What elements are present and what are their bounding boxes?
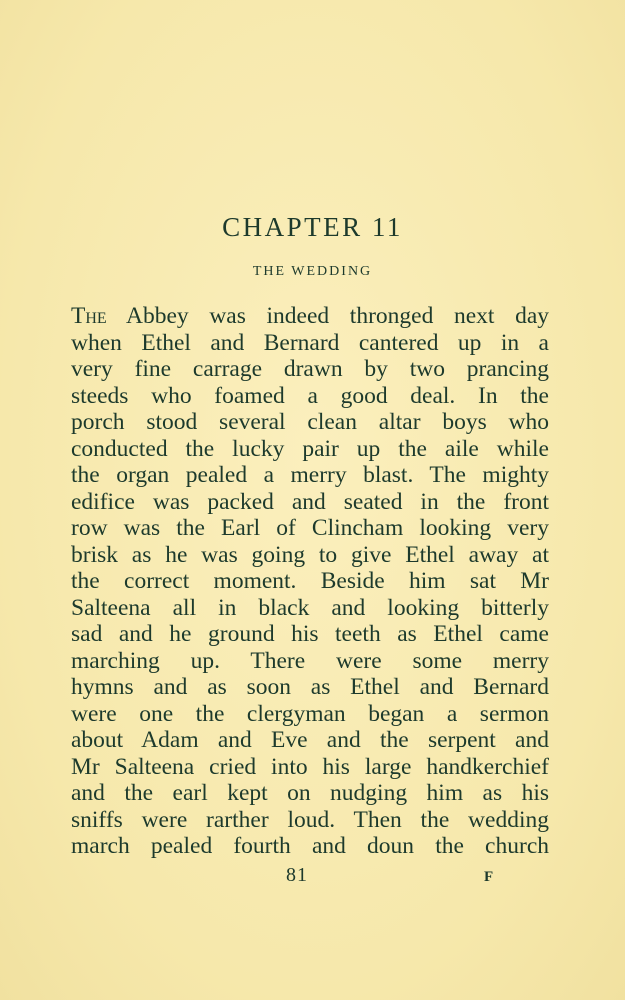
text-line: when Ethel and Bernard cantered up in a bbox=[71, 329, 549, 356]
text-line: hymns and as soon as Ethel and Bernard bbox=[71, 674, 549, 700]
text-line bbox=[71, 303, 549, 330]
text-line: edifice was packed and seated in the front bbox=[71, 488, 549, 515]
text-line: the organ pealed a merry blast. The mighty bbox=[71, 462, 549, 488]
text-line: sad and he ground his teeth as Ethel came bbox=[71, 621, 549, 647]
page-number: 81 bbox=[286, 864, 308, 886]
line-text: Abbey was indeed thronged next day bbox=[106, 303, 549, 329]
text-line: sniffs were rarther loud. Then the wedding bbox=[71, 806, 549, 833]
text-line: brisk as he was going to give Ethel away at bbox=[71, 541, 549, 568]
text-line: about Adam and Eve and the serpent and bbox=[71, 727, 549, 753]
chapter-body bbox=[71, 303, 549, 860]
text-line: row was the Earl of Clincham looking very bbox=[71, 515, 549, 541]
text-line: Salteena all in black and looking bitterly bbox=[71, 594, 549, 621]
text-line: marching up. There were some merry bbox=[71, 647, 549, 674]
chapter-title: CHAPTER 11 bbox=[222, 212, 403, 242]
text-line: were one the clergyman began a sermon bbox=[71, 700, 549, 727]
signature-mark: F bbox=[484, 869, 494, 885]
text-line: porch stood several clean altar boys who bbox=[71, 409, 549, 435]
text-line: conducted the lucky pair up the aile while bbox=[71, 435, 549, 462]
text-line: march pealed fourth and doun the church bbox=[71, 833, 549, 859]
opening-word: The bbox=[71, 303, 107, 329]
text-line: and the earl kept on nudging him as his bbox=[71, 780, 549, 806]
text-line: the correct moment. Beside him sat Mr bbox=[71, 568, 549, 594]
chapter-subtitle: THE WEDDING bbox=[252, 264, 373, 279]
text-line: Mr Salteena cried into his large handkerchief bbox=[71, 753, 549, 780]
text-line: very fine carrage drawn by two prancing bbox=[71, 356, 549, 382]
text-line: steeds who foamed a good deal. In the bbox=[71, 382, 549, 409]
